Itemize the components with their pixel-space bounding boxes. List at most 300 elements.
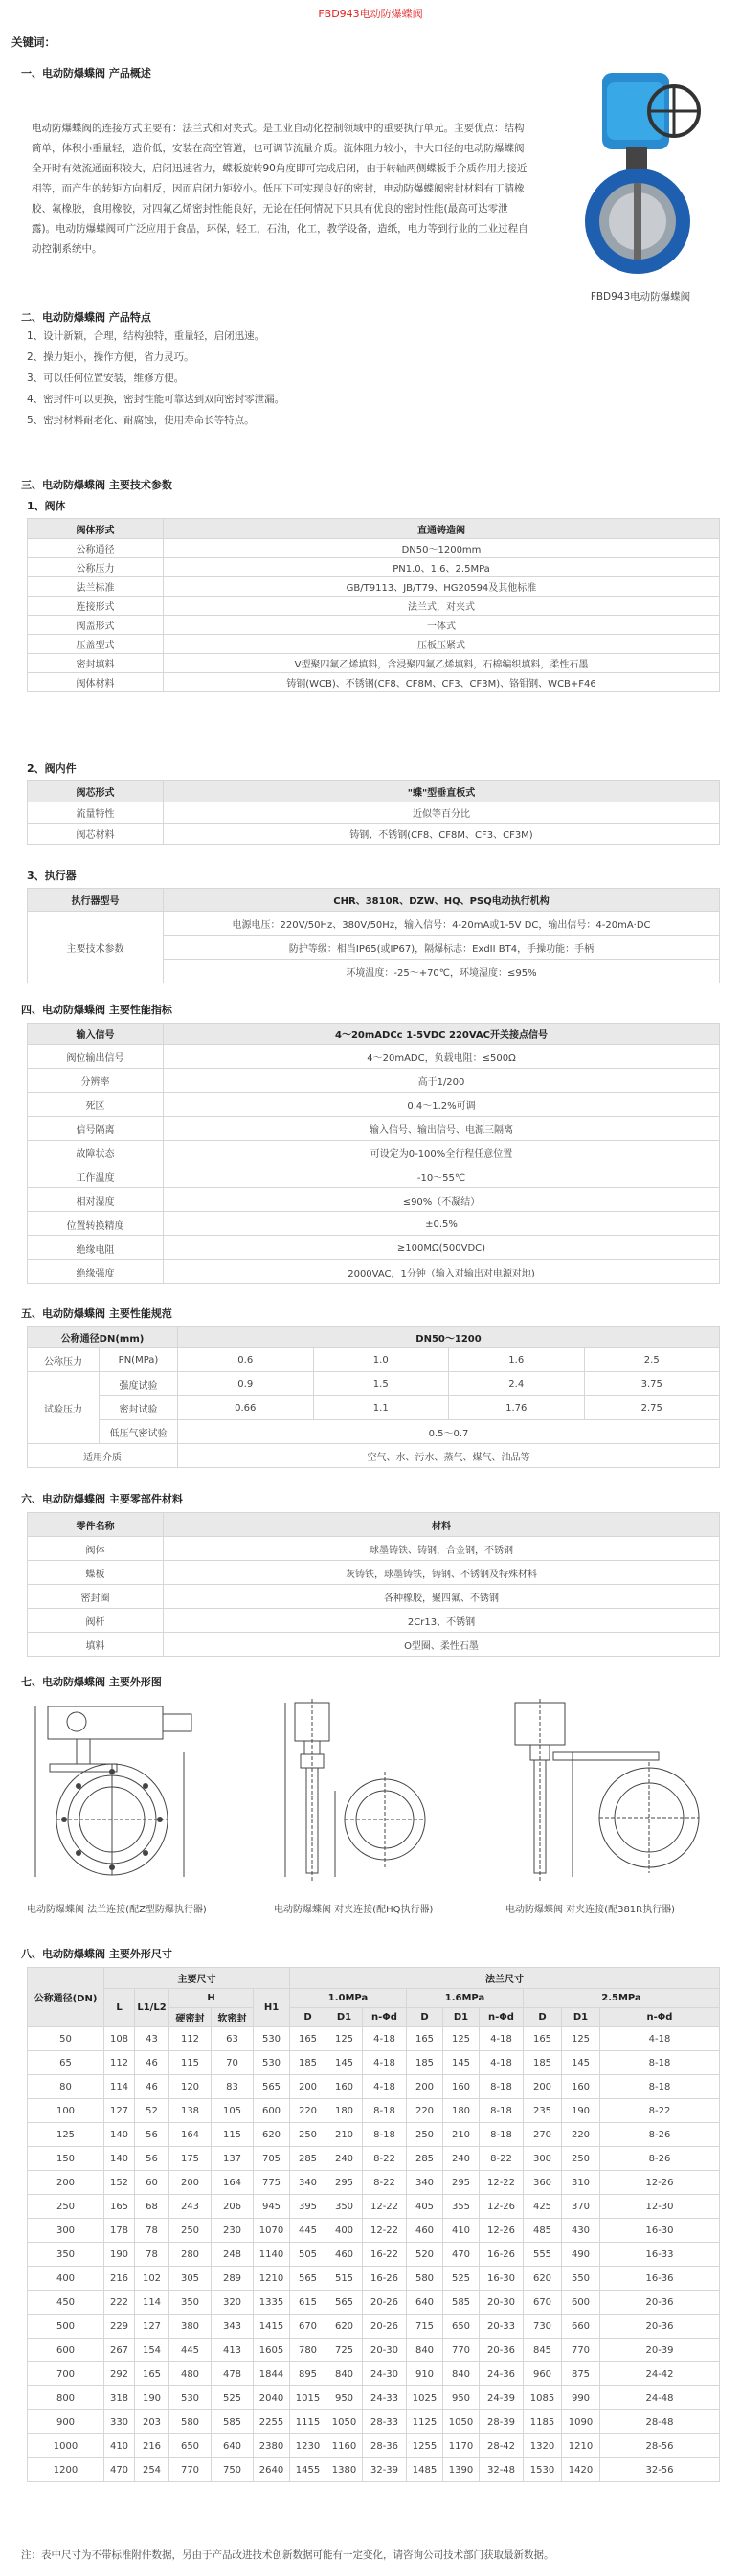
cell: 空气、水、污水、蒸气、煤气、油品等 (178, 1444, 720, 1468)
drawing-caption: 电动防爆蝶阀 对夹连接(配381R执行器) (505, 1905, 676, 1915)
row-label: 工作温度 (28, 1164, 164, 1188)
cell: 1160 (326, 2434, 363, 2458)
table-row (28, 616, 720, 635)
performance-table (27, 1023, 720, 1284)
table-row (28, 2315, 720, 2339)
cell: 250 (562, 2147, 600, 2171)
cell: 530 (254, 2051, 290, 2075)
cell: 950 (326, 2386, 363, 2410)
cell: 24-30 (363, 2362, 407, 2386)
cell: 8-18 (480, 2075, 524, 2099)
cell: 305 (169, 2267, 212, 2291)
cell: 2.4 (449, 1372, 585, 1396)
col-header: 阀体形式 (28, 519, 164, 539)
row-value: 防护等级：相当IP65(或IP67)，隔爆标志：ExdII BT4，手操功能：手柄 (164, 936, 720, 960)
table-row (28, 1420, 720, 1444)
col-header: "蝶"型垂直板式 (164, 781, 720, 802)
table-row (28, 558, 720, 577)
row-label: 压盖型式 (28, 635, 164, 654)
cell: 210 (326, 2123, 363, 2147)
cell: 220 (407, 2099, 443, 2123)
cell: 1210 (562, 2434, 600, 2458)
cell: 840 (407, 2339, 443, 2362)
row-label: 密封填料 (28, 654, 164, 673)
cell: 56 (135, 2123, 169, 2147)
row-value: ≤90%（不凝结） (164, 1188, 720, 1212)
row-unit: PN(MPa) (100, 1348, 178, 1372)
row-label: 200 (28, 2171, 104, 2195)
table-row (28, 2267, 720, 2291)
table-row (28, 2291, 720, 2315)
section-6-heading: 六、电动防爆蝶阀 主要零部件材料 (21, 1493, 183, 1505)
cell: 600 (254, 2099, 290, 2123)
cell: 490 (562, 2243, 600, 2267)
drawing-flanged-z-actuator (21, 1695, 222, 1887)
section-1-heading: 一、电动防爆蝶阀 产品概述 (21, 67, 151, 79)
cell: 108 (104, 2027, 135, 2051)
table-row (28, 597, 720, 616)
row-value: 一体式 (164, 616, 720, 635)
col-header: 2.5MPa (524, 1989, 720, 2008)
row-value: 球墨铸铁、铸钢，合金钢，不锈钢 (164, 1537, 720, 1561)
row-value: GB/T9113、JB/T79、HG20594及其他标准 (164, 577, 720, 597)
row-value: O型圈、柔性石墨 (164, 1633, 720, 1657)
row-label: 法兰标准 (28, 577, 164, 597)
section-7-heading: 七、电动防爆蝶阀 主要外形图 (21, 1676, 162, 1688)
col-header: 输入信号 (28, 1024, 164, 1045)
col-header: 公称通径(DN) (28, 1968, 104, 2027)
row-label: 阀位输出信号 (28, 1045, 164, 1069)
table-header-row (28, 1513, 720, 1537)
cell: 470 (443, 2243, 480, 2267)
cell: 650 (443, 2315, 480, 2339)
cell: 845 (524, 2339, 562, 2362)
row-value: -10～55℃ (164, 1164, 720, 1188)
cell: 229 (104, 2315, 135, 2339)
cell: 140 (104, 2123, 135, 2147)
cell: 840 (326, 2362, 363, 2386)
table-row (28, 1633, 720, 1657)
table-header-row (28, 781, 720, 802)
cell: 990 (562, 2386, 600, 2410)
col-header: D (290, 2008, 326, 2027)
col-header: n-Φd (600, 2008, 720, 2027)
drawing-wafer-hq-actuator (278, 1695, 440, 1887)
row-unit: 低压气密试验 (100, 1420, 178, 1444)
cell: 1115 (290, 2410, 326, 2434)
cell: 12-26 (600, 2171, 720, 2195)
cell: 318 (104, 2386, 135, 2410)
cell: 8-22 (480, 2147, 524, 2171)
cell: 250 (169, 2219, 212, 2243)
section-4-heading: 四、电动防爆蝶阀 主要性能指标 (21, 1004, 172, 1016)
cell: 20-30 (363, 2339, 407, 2362)
row-label: 65 (28, 2051, 104, 2075)
cell: 185 (290, 2051, 326, 2075)
drawing-caption: 电动防爆蝶阀 法兰连接(配Z型防爆执行器) (27, 1905, 207, 1915)
row-value: 可设定为0-100%全行程任意位置 (164, 1141, 720, 1164)
cell: 254 (135, 2458, 169, 2482)
cell: 20-36 (600, 2291, 720, 2315)
cell: 185 (524, 2051, 562, 2075)
cell: 0.9 (178, 1372, 314, 1396)
cell: 1015 (290, 2386, 326, 2410)
table-row (28, 1396, 720, 1420)
cell: 250 (407, 2123, 443, 2147)
cell: 320 (212, 2291, 254, 2315)
cell: 1530 (524, 2458, 562, 2482)
cell: 8-18 (363, 2123, 407, 2147)
cell: 1085 (524, 2386, 562, 2410)
cell: 550 (562, 2267, 600, 2291)
table-row (28, 2123, 720, 2147)
row-label: 阀杆 (28, 1609, 164, 1633)
row-label: 位置转换精度 (28, 1212, 164, 1236)
row-label: 100 (28, 2099, 104, 2123)
cell: 1455 (290, 2458, 326, 2482)
row-label: 1000 (28, 2434, 104, 2458)
cell: 190 (562, 2099, 600, 2123)
cell: 46 (135, 2051, 169, 2075)
cell: 370 (562, 2195, 600, 2219)
cell: 125 (443, 2027, 480, 2051)
cell: 895 (290, 2362, 326, 2386)
cell: 28-48 (600, 2410, 720, 2434)
col-header: 主要尺寸 (104, 1968, 290, 1989)
table-row (28, 1212, 720, 1236)
cell: 600 (562, 2291, 600, 2315)
cell: 12-22 (363, 2195, 407, 2219)
table-row (28, 1372, 720, 1396)
table-header-row (28, 1024, 720, 1045)
row-value: 高于1/200 (164, 1069, 720, 1093)
col-header: 1.0MPa (290, 1989, 407, 2008)
table-row (28, 1117, 720, 1141)
row-value: V型聚四氟乙烯填料，含浸聚四氟乙烯填料，石棉编织填料，柔性石墨 (164, 654, 720, 673)
cell: 175 (169, 2147, 212, 2171)
cell: 32-39 (363, 2458, 407, 2482)
cell: 1605 (254, 2339, 290, 2362)
col-header: n-Φd (363, 2008, 407, 2027)
col-header: n-Φd (480, 2008, 524, 2027)
cell: 125 (562, 2027, 600, 2051)
row-label: 流量特性 (28, 802, 164, 824)
cell: 160 (326, 2075, 363, 2099)
cell: 1025 (407, 2386, 443, 2410)
row-label: 150 (28, 2147, 104, 2171)
cell: 235 (524, 2099, 562, 2123)
cell: 165 (407, 2027, 443, 2051)
row-label: 故障状态 (28, 1141, 164, 1164)
cell: 445 (169, 2339, 212, 2362)
row-label: 适用介质 (28, 1444, 178, 1468)
cell: 585 (212, 2410, 254, 2434)
cell: 12-22 (480, 2171, 524, 2195)
col-header: 法兰尺寸 (290, 1968, 720, 1989)
col-header: 零件名称 (28, 1513, 164, 1537)
row-label: 350 (28, 2243, 104, 2267)
table-header-row (28, 889, 720, 912)
cell: 875 (562, 2362, 600, 2386)
table-row (28, 1444, 720, 1468)
row-label: 阀盖形式 (28, 616, 164, 635)
cell: 180 (443, 2099, 480, 2123)
cell: 340 (290, 2171, 326, 2195)
valve-body-table (27, 518, 720, 692)
cell: 565 (254, 2075, 290, 2099)
table-row (28, 2051, 720, 2075)
row-value: ≥100MΩ(500VDC) (164, 1236, 720, 1260)
table-row (28, 1585, 720, 1609)
cell: 115 (212, 2123, 254, 2147)
table-row (28, 1236, 720, 1260)
cell: 520 (407, 2243, 443, 2267)
overview-paragraph: 电动防爆蝶阀的连接方式主要有：法兰式和对夹式。是工业自动化控制领域中的重要执行单元。主要优点：结构简单，体积小重量轻，造价低，安装在高空管道，也可调节流量介质。流体阻力较小，中大口径的电动防爆蝶阀全开时有效流通面积较大，启闭迅速省力，蝶板旋转90角度即可完成启闭，由于转轴两侧蝶板手介质作用力接近相等，而产生的转矩方向相反，因而启闭力矩较小。低压下可实现良好的密封，电动防爆蝶阀密封材料有丁腈橡胶、氟橡胶，食用橡胶，对四氟乙烯密封性能良好，无论在任何情况下只具有优良的密封性能(最高可达零泄露)。电动防爆蝶阀可广泛应用于食品，环保，轻工，石油，化工，教学设备，造纸，电力等到行业的工业过程自动控制系统中。 (32, 123, 528, 255)
cell: 405 (407, 2195, 443, 2219)
table-header-row (28, 519, 720, 539)
cell: 180 (326, 2099, 363, 2123)
cell: 12-26 (480, 2219, 524, 2243)
cell: 480 (169, 2362, 212, 2386)
cell: 240 (443, 2147, 480, 2171)
row-value: DN50～1200mm (164, 539, 720, 558)
cell: 640 (407, 2291, 443, 2315)
cell: 4-18 (363, 2027, 407, 2051)
cell: 248 (212, 2243, 254, 2267)
cell: 24-36 (480, 2362, 524, 2386)
cell: 460 (326, 2243, 363, 2267)
product-image-caption: FBD943电动防爆蝶阀 (590, 291, 691, 303)
cell: 620 (326, 2315, 363, 2339)
cell: 343 (212, 2315, 254, 2339)
table-row (28, 1537, 720, 1561)
col-header: 执行器型号 (28, 889, 164, 912)
cell: 8-18 (363, 2099, 407, 2123)
drawing-wafer-381r-actuator (505, 1695, 716, 1887)
cell: 24-42 (600, 2362, 720, 2386)
cell: 138 (169, 2099, 212, 2123)
cell: 3.75 (584, 1372, 720, 1396)
cell: 1420 (562, 2458, 600, 2482)
cell: 770 (562, 2339, 600, 2362)
cell: 112 (104, 2051, 135, 2075)
cell: 580 (407, 2267, 443, 2291)
cell: 28-36 (363, 2434, 407, 2458)
row-label: 阀芯材料 (28, 824, 164, 845)
table-row (28, 2243, 720, 2267)
cell: 960 (524, 2362, 562, 2386)
cell: 220 (290, 2099, 326, 2123)
cell: 28-33 (363, 2410, 407, 2434)
cell: 206 (212, 2195, 254, 2219)
cell: 380 (169, 2315, 212, 2339)
cell: 20-33 (480, 2315, 524, 2339)
cell: 2380 (254, 2434, 290, 2458)
row-label: 死区 (28, 1093, 164, 1117)
cell: 1185 (524, 2410, 562, 2434)
row-value: 4～20mADC，负载电阻：≤500Ω (164, 1045, 720, 1069)
cell: 780 (290, 2339, 326, 2362)
cell: 1.76 (449, 1396, 585, 1420)
col-header: H1 (254, 1989, 290, 2027)
cell: 2255 (254, 2410, 290, 2434)
table-row (28, 2410, 720, 2434)
section-8-heading: 八、电动防爆蝶阀 主要外形尺寸 (21, 1948, 172, 1960)
section-5-heading: 五、电动防爆蝶阀 主要性能规范 (21, 1307, 172, 1320)
actuator-label: 3、执行器 (27, 870, 77, 882)
row-value: 铸钢、不锈钢(CF8、CF8M、CF3、CF3M) (164, 824, 720, 845)
cell: 670 (290, 2315, 326, 2339)
row-label: 500 (28, 2315, 104, 2339)
cell: 705 (254, 2147, 290, 2171)
table-row (28, 1069, 720, 1093)
cell: 395 (290, 2195, 326, 2219)
col-header: 阀芯形式 (28, 781, 164, 802)
table-row (28, 1260, 720, 1284)
cell: 70 (212, 2051, 254, 2075)
cell: 355 (443, 2195, 480, 2219)
cell: 20-39 (600, 2339, 720, 2362)
cell: 770 (443, 2339, 480, 2362)
cell: 8-22 (600, 2099, 720, 2123)
cell: 203 (135, 2410, 169, 2434)
cell: 137 (212, 2147, 254, 2171)
cell: 8-22 (363, 2147, 407, 2171)
cell: 2040 (254, 2386, 290, 2410)
row-label: 信号隔离 (28, 1117, 164, 1141)
cell: 1125 (407, 2410, 443, 2434)
cell: 4-18 (480, 2027, 524, 2051)
cell: 310 (562, 2171, 600, 2195)
cell: 1090 (562, 2410, 600, 2434)
row-value: 灰铸铁，球墨铸铁，铸钢、不锈钢及特殊材料 (164, 1561, 720, 1585)
cell: 165 (135, 2362, 169, 2386)
row-label: 250 (28, 2195, 104, 2219)
cell: 640 (212, 2434, 254, 2458)
cell: 68 (135, 2195, 169, 2219)
row-value: 压板压紧式 (164, 635, 720, 654)
cell: 16-26 (480, 2243, 524, 2267)
row-value: 电源电压：220V/50Hz、380V/50Hz，输入信号：4-20mA或1-5V DC，输出信号：4-20mA·DC (164, 912, 720, 936)
cell: 410 (104, 2434, 135, 2458)
row-label: 填料 (28, 1633, 164, 1657)
cell: 200 (290, 2075, 326, 2099)
table-row (28, 1164, 720, 1188)
cell: 8-18 (480, 2123, 524, 2147)
cell: 4-18 (480, 2051, 524, 2075)
cell: 8-18 (480, 2099, 524, 2123)
row-label: 1200 (28, 2458, 104, 2482)
cell: 160 (562, 2075, 600, 2099)
table-row (28, 539, 720, 558)
cell: 102 (135, 2267, 169, 2291)
table-row (28, 2027, 720, 2051)
cell: 360 (524, 2171, 562, 2195)
cell: 165 (290, 2027, 326, 2051)
table-row (28, 654, 720, 673)
col-header: 1.6MPa (407, 1989, 524, 2008)
cell: 770 (169, 2458, 212, 2482)
cell: 145 (562, 2051, 600, 2075)
cell: 0.6 (178, 1348, 314, 1372)
cell: 400 (326, 2219, 363, 2243)
cell: 1070 (254, 2219, 290, 2243)
cell: 60 (135, 2171, 169, 2195)
feature-item: 2、操力矩小，操作方便，省力灵巧。 (27, 351, 194, 363)
row-label: 600 (28, 2339, 104, 2362)
cell: 78 (135, 2219, 169, 2243)
feature-list (27, 326, 284, 431)
col-header: DN50～1200 (178, 1327, 720, 1348)
cell: 154 (135, 2339, 169, 2362)
cell: 1485 (407, 2458, 443, 2482)
cell: 165 (524, 2027, 562, 2051)
cell: 2640 (254, 2458, 290, 2482)
cell: 1390 (443, 2458, 480, 2482)
cell: 4-18 (363, 2075, 407, 2099)
cell: 430 (562, 2219, 600, 2243)
col-header: L (104, 1989, 135, 2027)
cell: 83 (212, 2075, 254, 2099)
cell: 8-26 (600, 2123, 720, 2147)
row-label: 蝶板 (28, 1561, 164, 1585)
cell: 114 (104, 2075, 135, 2099)
table-row (28, 2458, 720, 2482)
materials-table (27, 1512, 720, 1657)
table-row (28, 2362, 720, 2386)
table-row (28, 1093, 720, 1117)
cell: 292 (104, 2362, 135, 2386)
cell: 620 (524, 2267, 562, 2291)
cell: 1.6 (449, 1348, 585, 1372)
cell: 295 (443, 2171, 480, 2195)
cell: 164 (169, 2123, 212, 2147)
table-row (28, 802, 720, 824)
cell: 1335 (254, 2291, 290, 2315)
cell: 530 (169, 2386, 212, 2410)
col-header: D1 (326, 2008, 363, 2027)
row-value: 铸钢(WCB)、不锈钢(CF8、CF8M、CF3、CF3M)、铬钼钢、WCB+F46 (164, 673, 720, 692)
cell: 580 (169, 2410, 212, 2434)
cell: 1.1 (313, 1396, 449, 1420)
row-label: 密封圈 (28, 1585, 164, 1609)
col-header: 4～20mADCc 1-5VDC 220VAC开关接点信号 (164, 1024, 720, 1045)
cell: 0.5～0.7 (178, 1420, 720, 1444)
col-header: D (407, 2008, 443, 2027)
cell: 410 (443, 2219, 480, 2243)
col-header: D1 (562, 2008, 600, 2027)
cell: 16-22 (363, 2243, 407, 2267)
cell: 220 (562, 2123, 600, 2147)
cell: 478 (212, 2362, 254, 2386)
col-header: D (524, 2008, 562, 2027)
cell: 16-30 (480, 2267, 524, 2291)
cell: 670 (524, 2291, 562, 2315)
cell: 32-56 (600, 2458, 720, 2482)
table-row (28, 2099, 720, 2123)
cell: 152 (104, 2171, 135, 2195)
feature-item: 4、密封件可以更换，密封性能可靠达到双向密封零泄漏。 (27, 394, 285, 405)
table-row (28, 1348, 720, 1372)
cell: 12-26 (480, 2195, 524, 2219)
cell: 565 (326, 2291, 363, 2315)
col-header: 公称通径DN(mm) (28, 1327, 178, 1348)
cell: 8-26 (600, 2147, 720, 2171)
cell: 1140 (254, 2243, 290, 2267)
valve-product-image (569, 63, 712, 283)
row-value: 各种橡胶，聚四氟、不锈钢 (164, 1585, 720, 1609)
cell: 470 (104, 2458, 135, 2482)
